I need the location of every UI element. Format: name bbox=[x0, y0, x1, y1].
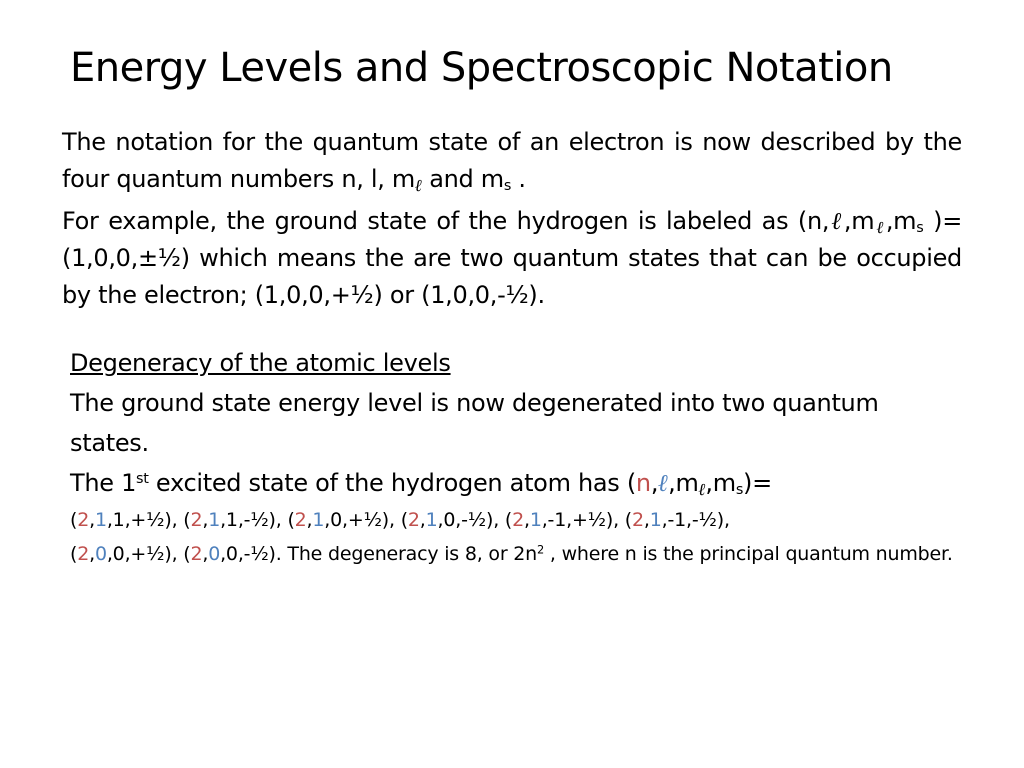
quantum-state bbox=[505, 509, 613, 531]
intro-p1-end: . bbox=[511, 165, 526, 193]
state-n-value: 2 bbox=[407, 509, 420, 531]
state-l-value: 1 bbox=[312, 509, 325, 531]
paren-open: ( bbox=[70, 509, 78, 531]
quantum-state bbox=[70, 543, 172, 565]
state-n-value: 2 bbox=[77, 509, 90, 531]
quantum-state bbox=[287, 509, 389, 531]
state-rest: ,0,-½) bbox=[220, 543, 276, 565]
state-rest: ,0,+½) bbox=[106, 543, 172, 565]
state-rest: ,1,+½) bbox=[106, 509, 172, 531]
intro-paragraph-1 bbox=[62, 124, 962, 198]
degeneracy-line-1: The ground state energy level is now degenerated into two quantum states. bbox=[70, 389, 879, 457]
state-n-value: 2 bbox=[190, 543, 203, 565]
state-rest: ,1,-½) bbox=[220, 509, 276, 531]
squared-superscript: 2 bbox=[537, 542, 545, 557]
ell-symbol: ℓ bbox=[829, 206, 844, 235]
line2-m: ,m bbox=[668, 469, 699, 497]
intro-p2-rest: )=(1,0,0,±½) which means the are two quantum states that can be occupied by the electron; (1,0,0,+½) or (1,0,0,-½). bbox=[62, 207, 963, 309]
intro-text bbox=[62, 124, 962, 318]
quantum-state bbox=[183, 543, 276, 565]
comma: , bbox=[202, 509, 209, 531]
state-l-value: 0 bbox=[94, 543, 107, 565]
line2-text: The 1 bbox=[70, 469, 137, 497]
quantum-state bbox=[183, 509, 276, 531]
state-rest: ,-1,-½) bbox=[661, 509, 724, 531]
intro-p2-m: ,m bbox=[843, 207, 875, 235]
comma: , bbox=[523, 509, 530, 531]
line2-ms: ,m bbox=[705, 469, 736, 497]
s-subscript: s bbox=[735, 481, 744, 498]
paren-open: ( bbox=[504, 509, 513, 531]
ell-symbol: ℓ bbox=[658, 468, 669, 497]
degeneracy-heading: Degeneracy of the atomic levels bbox=[70, 349, 451, 377]
state-l-value: 1 bbox=[94, 509, 107, 531]
state-l-value: 1 bbox=[425, 509, 438, 531]
comma: , bbox=[643, 509, 650, 531]
state-l-value: 0 bbox=[208, 543, 221, 565]
state-rest: ,0,-½) bbox=[437, 509, 494, 531]
paren-open: ( bbox=[183, 543, 191, 565]
intro-p2-ms: ,m bbox=[885, 207, 917, 235]
degeneracy-states: (2,1,1,+½), (2,1,1,-½), (2,1,0,+½), (2,1,0,-½), (2,1,-1,+½), (2,1,-1,-½), (2,0,0,+½), (2,0,0,-½). The degeneracy is 8, or $2n^2$ , where n is the principal quantum number. bbox=[70, 509, 953, 565]
comma: , bbox=[89, 543, 95, 565]
ell-subscript: ℓ bbox=[415, 175, 422, 196]
n-symbol: n bbox=[635, 469, 651, 497]
paren-open: ( bbox=[183, 509, 191, 531]
slide-title: Energy Levels and Spectroscopic Notation bbox=[70, 45, 893, 91]
quantum-state bbox=[401, 509, 494, 531]
comma: , bbox=[89, 509, 95, 531]
quantum-state bbox=[625, 509, 724, 531]
state-n-value: 2 bbox=[632, 509, 644, 531]
paren-open: ( bbox=[70, 543, 78, 565]
ell-subscript: ℓ bbox=[874, 217, 886, 238]
degeneracy-section bbox=[70, 343, 960, 571]
quantum-state bbox=[70, 509, 172, 531]
paren-open: ( bbox=[400, 509, 408, 531]
s-subscript: s bbox=[916, 219, 924, 236]
state-rest: ,0,+½) bbox=[324, 509, 389, 531]
st-superscript: st bbox=[136, 471, 149, 488]
s-subscript: s bbox=[503, 177, 512, 194]
degeneracy-line-2 bbox=[70, 463, 960, 503]
intro-paragraph-2 bbox=[62, 202, 962, 314]
state-n-value: 2 bbox=[512, 509, 524, 531]
state-l-value: 1 bbox=[208, 509, 221, 531]
comma: , bbox=[419, 509, 426, 531]
intro-p1-and: and m bbox=[421, 165, 504, 193]
comma: , bbox=[306, 509, 313, 531]
paren-open: ( bbox=[624, 509, 632, 531]
state-l-value: 1 bbox=[649, 509, 662, 531]
state-l-value: 1 bbox=[529, 509, 542, 531]
state-n-value: 2 bbox=[190, 509, 203, 531]
line2-text-b: excited state of the hydrogen atom has ( bbox=[148, 469, 636, 497]
comma: , bbox=[650, 469, 659, 497]
ell-subscript: ℓ bbox=[698, 479, 706, 500]
comma: , bbox=[202, 543, 209, 565]
degeneracy-tail-text: . The degeneracy is 8, or 2n bbox=[275, 543, 538, 565]
state-n-value: 2 bbox=[294, 509, 307, 531]
line2-end: )= bbox=[743, 469, 772, 497]
state-n-value: 2 bbox=[77, 543, 90, 565]
intro-p2-text: For example, the ground state of the hydrogen is labeled as (n, bbox=[62, 207, 830, 235]
state-rest: ,-1,+½) bbox=[541, 509, 614, 531]
degeneracy-tail-end: , where n is the principal quantum number. bbox=[544, 543, 953, 565]
paren-open: ( bbox=[287, 509, 295, 531]
intro-p1-text: The notation for the quantum state of an electron is now described by the four quantum numbers n, l, m bbox=[62, 128, 962, 193]
